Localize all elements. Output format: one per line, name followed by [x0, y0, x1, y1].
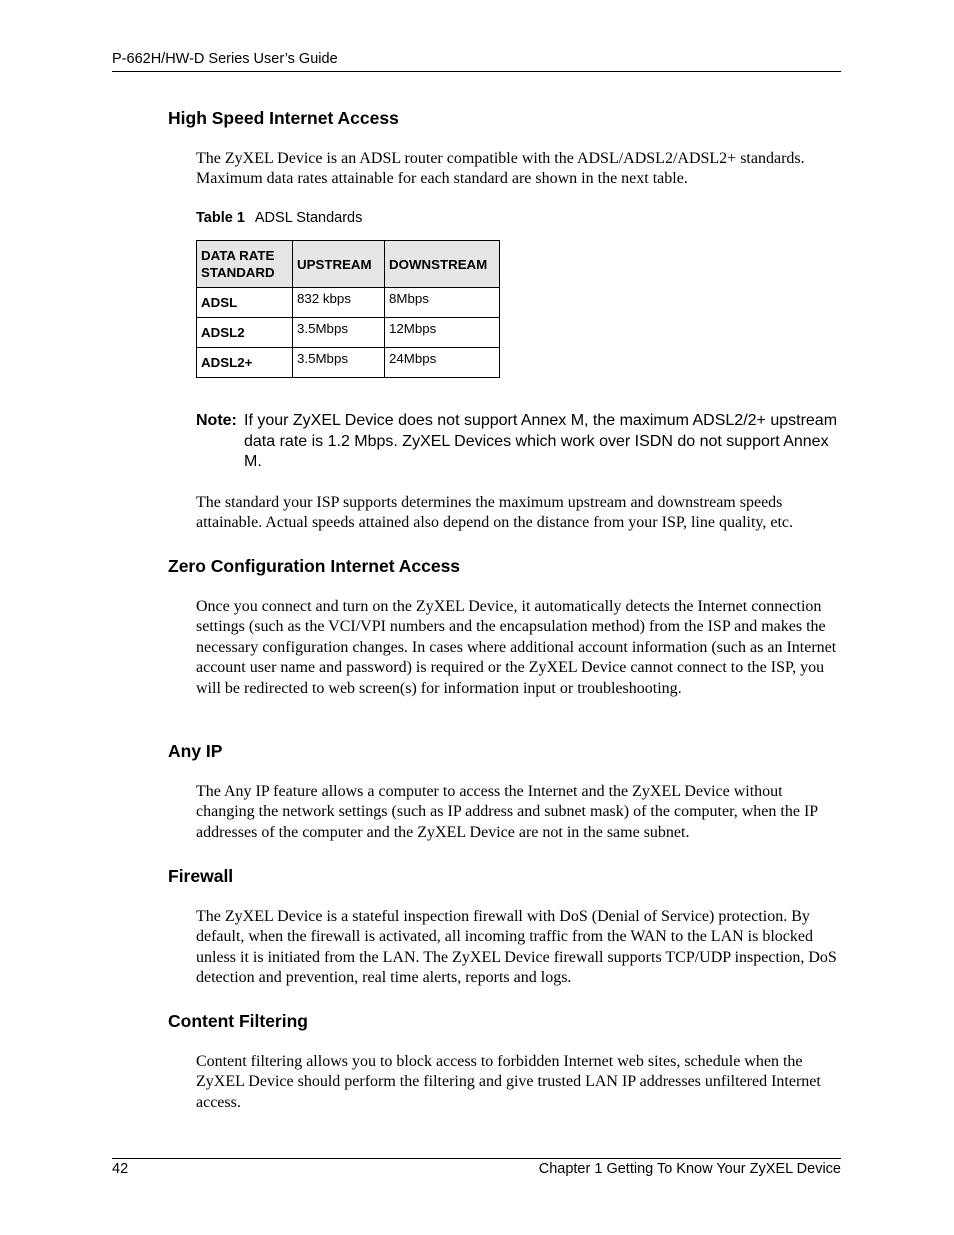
row-upstream: 832 kbps: [293, 288, 385, 318]
page-number: 42: [112, 1161, 129, 1177]
high-speed-intro: The ZyXEL Device is an ADSL router compatible with the ADSL/ADSL2/ADSL2+ standards. Maximum data rates attainable for each standard are shown in the next table.: [196, 150, 805, 188]
zero-config-body: Once you connect and turn on the ZyXEL Device, it automatically detects the Internet connection settings (such as the VCI/VPI numbers and the encapsulation method) from the ISP and makes the necessary configuration changes. In cases where additional account information (such as an Internet account user name and password) is required or the ZyXEL Device cannot connect to the ISP, you will be redirected to web screen(s) for information input or troubleshooting.: [196, 598, 837, 697]
table-label: Table 1: [196, 210, 245, 226]
note-label: Note:: [196, 412, 237, 429]
row-downstream: 8Mbps: [385, 288, 500, 318]
table-row: [197, 288, 500, 318]
section-heading-zero-config: Zero Configuration Internet Access: [168, 556, 461, 576]
table-row: [197, 318, 500, 348]
footer-rule: [112, 1158, 841, 1159]
adsl-standards-table: [196, 240, 500, 378]
row-upstream: 3.5Mbps: [293, 318, 385, 348]
note-block: [196, 411, 841, 473]
column-header-standard: DATA RATE STANDARD: [197, 241, 293, 288]
column-header-downstream: DOWNSTREAM: [385, 241, 500, 288]
running-header: P-662H/HW-D Series User’s Guide: [112, 51, 338, 67]
row-upstream: 3.5Mbps: [293, 348, 385, 378]
row-standard: ADSL2+: [197, 348, 293, 378]
header-rule: [112, 71, 841, 72]
table-title: ADSL Standards: [254, 210, 363, 226]
chapter-title: Chapter 1 Getting To Know Your ZyXEL Device: [538, 1161, 841, 1177]
row-downstream: 24Mbps: [385, 348, 500, 378]
section-heading-content-filtering: Content Filtering: [168, 1011, 308, 1031]
firewall-body: The ZyXEL Device is a stateful inspection firewall with DoS (Denial of Service) protection. By default, when the firewall is activated, all incoming traffic from the WAN to the LAN is blocked unless it is initiated from the LAN. The ZyXEL Device firewall supports TCP/UDP inspection, DoS detection and prevention, real time alerts, reports and logs.: [196, 908, 837, 987]
table-row: [197, 348, 500, 378]
section-heading-firewall: Firewall: [168, 866, 234, 886]
section-heading-any-ip: Any IP: [168, 741, 223, 761]
row-downstream: 12Mbps: [385, 318, 500, 348]
row-standard: ADSL: [197, 288, 293, 318]
table-header-row: [197, 241, 500, 288]
column-header-upstream: UPSTREAM: [293, 241, 385, 288]
section-heading-high-speed: High Speed Internet Access: [168, 108, 399, 128]
any-ip-body: The Any IP feature allows a computer to access the Internet and the ZyXEL Device without changing the network settings (such as IP address and subnet mask) of the computer, when the IP addresses of the computer and the ZyXEL Device are not in the same subnet.: [196, 783, 818, 841]
row-standard: ADSL2: [197, 318, 293, 348]
table-caption: [196, 210, 362, 226]
content-filtering-body: Content filtering allows you to block access to forbidden Internet web sites, schedule when the ZyXEL Device should perform the filtering and give trusted LAN IP addresses unfiltered Internet access.: [196, 1053, 821, 1111]
high-speed-outro: The standard your ISP supports determines the maximum upstream and downstream speeds attainable. Actual speeds attained also depend on the distance from your ISP, line quality, etc.: [196, 494, 794, 532]
note-text: If your ZyXEL Device does not support Annex M, the maximum ADSL2/2+ upstream data rate is 1.2 Mbps. ZyXEL Devices which work over ISDN do not support Annex M.: [244, 412, 838, 470]
